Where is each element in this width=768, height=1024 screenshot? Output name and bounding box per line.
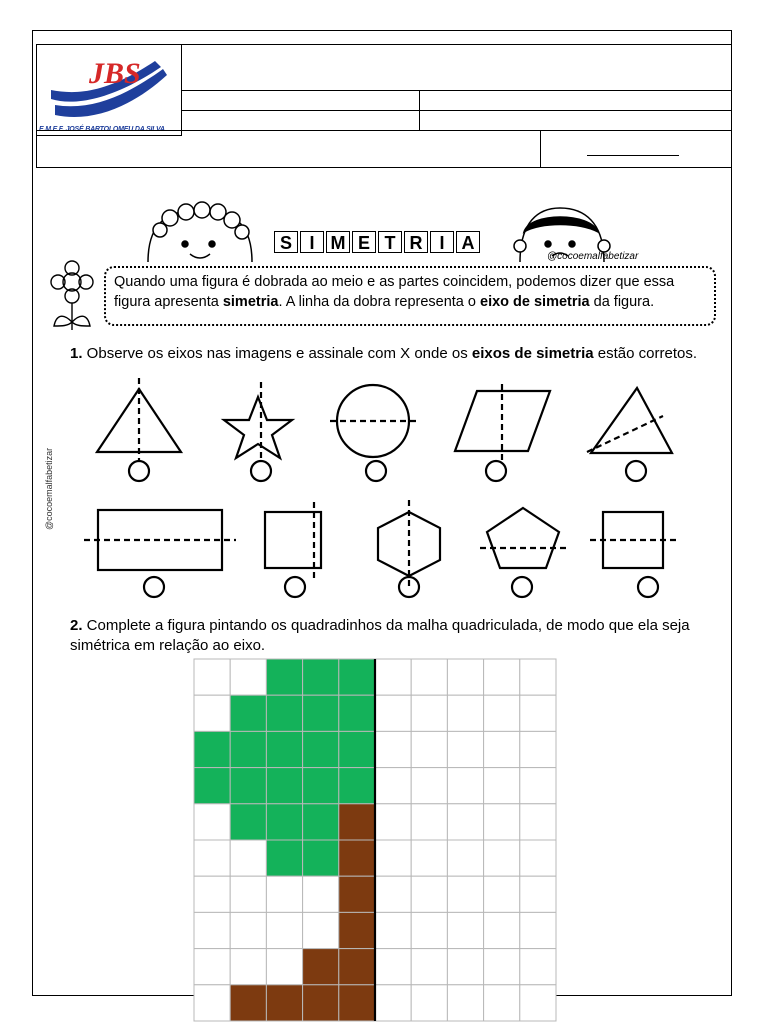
grid-cell-green[interactable] <box>339 768 375 804</box>
grid-cell-empty[interactable] <box>520 985 556 1021</box>
grid-cell-brown[interactable] <box>303 985 339 1021</box>
author-credit: @cocoemalfabetizar <box>547 251 639 262</box>
intro-text-2: . A linha da dobra representa o <box>278 294 480 310</box>
grid-cell-empty[interactable] <box>411 840 447 876</box>
question-1-text: Observe os eixos nas imagens e assinale com X onde os <box>82 345 472 362</box>
grid-cell-empty[interactable] <box>411 912 447 948</box>
grid-cell-green[interactable] <box>230 731 266 767</box>
grid-cell-brown[interactable] <box>266 985 302 1021</box>
title-letter: M <box>326 231 350 253</box>
grid-cell-empty[interactable] <box>447 695 483 731</box>
grid-cell-empty[interactable] <box>194 985 230 1021</box>
grid-cell-empty[interactable] <box>484 949 520 985</box>
grid-cell-green[interactable] <box>266 659 302 695</box>
intro-bold-2: eixo de simetria <box>480 294 590 310</box>
grid-cell-empty[interactable] <box>194 804 230 840</box>
grid-cell-green[interactable] <box>266 768 302 804</box>
grid-cell-green[interactable] <box>230 768 266 804</box>
title-letter: E <box>352 231 376 253</box>
grid-cell-brown[interactable] <box>339 840 375 876</box>
title-letter: I <box>430 231 454 253</box>
grid-cell-empty[interactable] <box>520 949 556 985</box>
question-1-number: 1. <box>70 345 83 362</box>
grid-cell-empty[interactable] <box>411 876 447 912</box>
question-1-bold: eixos de simetria <box>471 345 594 362</box>
grid-cell-empty[interactable] <box>230 912 266 948</box>
grid-cell-green[interactable] <box>303 804 339 840</box>
grid-cell-brown[interactable] <box>339 804 375 840</box>
grid-cell-empty[interactable] <box>447 985 483 1021</box>
grid-cell-empty[interactable] <box>230 949 266 985</box>
grid-cell-green[interactable] <box>303 695 339 731</box>
grid-cell-empty[interactable] <box>411 695 447 731</box>
grid-cell-empty[interactable] <box>375 695 411 731</box>
grid-cell-empty[interactable] <box>375 985 411 1021</box>
grid-cell-empty[interactable] <box>447 804 483 840</box>
question-1-text-2: estão corretos. <box>593 345 698 362</box>
grid-cell-empty[interactable] <box>230 659 266 695</box>
grid-cell-empty[interactable] <box>484 768 520 804</box>
grid-cell-empty[interactable] <box>447 659 483 695</box>
grid-cell-empty[interactable] <box>266 949 302 985</box>
grid-cell-green[interactable] <box>303 768 339 804</box>
grid-cell-empty[interactable] <box>375 840 411 876</box>
grid-cell-empty[interactable] <box>447 840 483 876</box>
grid-cell-green[interactable] <box>339 731 375 767</box>
grid-cell-empty[interactable] <box>520 659 556 695</box>
grid-cell-empty[interactable] <box>230 840 266 876</box>
title-letter: A <box>456 231 480 253</box>
side-watermark: @cocoemalfabetizar <box>44 447 54 530</box>
grid-cell-green[interactable] <box>194 731 230 767</box>
grid-cell-green[interactable] <box>303 840 339 876</box>
grid-cell-green[interactable] <box>230 804 266 840</box>
grid-cell-green[interactable] <box>266 695 302 731</box>
grid-cell-empty[interactable] <box>411 768 447 804</box>
grid-cell-empty[interactable] <box>484 659 520 695</box>
grid-cell-empty[interactable] <box>520 731 556 767</box>
grid-cell-empty[interactable] <box>266 912 302 948</box>
grid-cell-empty[interactable] <box>484 840 520 876</box>
grid-cell-empty[interactable] <box>375 912 411 948</box>
grid-cell-empty[interactable] <box>194 840 230 876</box>
grid-cell-empty[interactable] <box>194 695 230 731</box>
grid-cell-green[interactable] <box>266 804 302 840</box>
title-letter: S <box>274 231 298 253</box>
grid-cell-brown[interactable] <box>339 949 375 985</box>
grid-cell-empty[interactable] <box>520 768 556 804</box>
grid-cell-empty[interactable] <box>230 876 266 912</box>
question-2-text: Complete a figura pintando os quadradinhos da malha quadriculada, de modo que ela seja simétrica em relação ao eixo. <box>70 617 690 654</box>
grid-cell-green[interactable] <box>303 731 339 767</box>
school-name: E.M.E.F. JOSÉ BARTOLOMEU DA SILVA <box>39 126 165 133</box>
grid-cell-empty[interactable] <box>447 949 483 985</box>
logo-letters: JBS <box>89 57 141 90</box>
grid-cell-empty[interactable] <box>484 876 520 912</box>
grid-cell-empty[interactable] <box>411 659 447 695</box>
grid-cell-green[interactable] <box>339 659 375 695</box>
grid-cell-empty[interactable] <box>447 731 483 767</box>
grid-cell-empty[interactable] <box>303 912 339 948</box>
question-2-number: 2. <box>70 617 83 634</box>
grid-cell-empty[interactable] <box>484 912 520 948</box>
grid-cell-empty[interactable] <box>411 949 447 985</box>
grid-cell-brown[interactable] <box>303 949 339 985</box>
title-letter: R <box>404 231 428 253</box>
grid-cell-green[interactable] <box>230 695 266 731</box>
grid-cell-empty[interactable] <box>375 804 411 840</box>
grid-cell-green[interactable] <box>339 695 375 731</box>
grid-cell-empty[interactable] <box>520 840 556 876</box>
grid-cell-brown[interactable] <box>339 985 375 1021</box>
grid-cell-empty[interactable] <box>194 912 230 948</box>
grid-cell-empty[interactable] <box>375 731 411 767</box>
grid-cell-green[interactable] <box>194 768 230 804</box>
grid-cell-empty[interactable] <box>484 985 520 1021</box>
grid-cell-empty[interactable] <box>447 876 483 912</box>
grid-cell-empty[interactable] <box>375 876 411 912</box>
title-letter: T <box>378 231 402 253</box>
grid-cell-green[interactable] <box>266 731 302 767</box>
grid-cell-empty[interactable] <box>375 659 411 695</box>
grid-cell-empty[interactable] <box>520 912 556 948</box>
grid-cell-empty[interactable] <box>520 876 556 912</box>
grid-cell-green[interactable] <box>266 840 302 876</box>
grid-cell-empty[interactable] <box>266 876 302 912</box>
grid-cell-brown[interactable] <box>339 912 375 948</box>
grid-cell-empty[interactable] <box>447 768 483 804</box>
grid-cell-empty[interactable] <box>411 985 447 1021</box>
grid-cell-empty[interactable] <box>194 876 230 912</box>
grid-cell-empty[interactable] <box>484 695 520 731</box>
grid-cell-empty[interactable] <box>194 659 230 695</box>
title-letter: I <box>300 231 324 253</box>
grid-cell-empty[interactable] <box>520 695 556 731</box>
grid-cell-brown[interactable] <box>339 876 375 912</box>
grid-cell-empty[interactable] <box>411 804 447 840</box>
grid-cell-empty[interactable] <box>194 949 230 985</box>
grid-cell-empty[interactable] <box>411 731 447 767</box>
grid-cell-empty[interactable] <box>375 768 411 804</box>
intro-bold-1: simetria <box>222 294 279 310</box>
grid-cell-brown[interactable] <box>230 985 266 1021</box>
grid-cell-empty[interactable] <box>447 912 483 948</box>
grid-cell-empty[interactable] <box>484 804 520 840</box>
intro-text-3: da figura. <box>589 294 655 310</box>
intro-text-1: Quando uma figura é dobrada ao meio e as partes coincidem, podemos dizer que essa figura apresenta <box>114 274 675 310</box>
grid-cell-empty[interactable] <box>375 949 411 985</box>
grid-cell-empty[interactable] <box>520 804 556 840</box>
grid-cell-green[interactable] <box>303 659 339 695</box>
grid-cell-empty[interactable] <box>484 731 520 767</box>
grid-cell-empty[interactable] <box>303 876 339 912</box>
